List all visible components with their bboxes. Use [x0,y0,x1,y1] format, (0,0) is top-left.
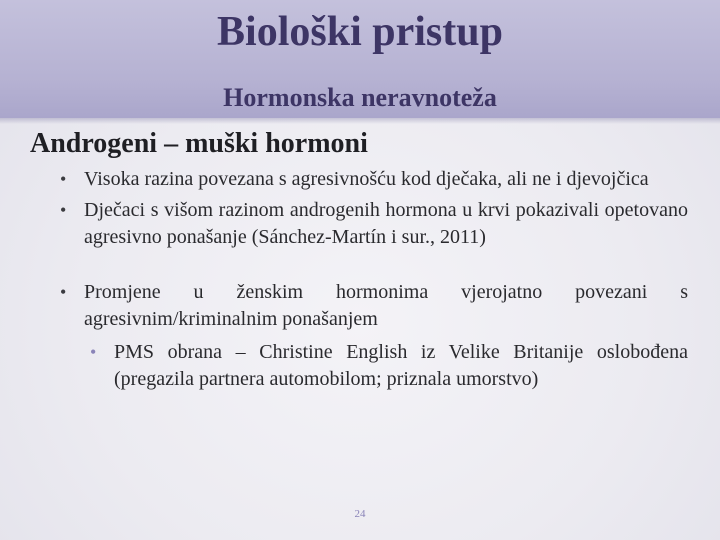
bullet-dot-icon: • [60,282,67,302]
sub-bullet-text: PMS obrana – Christine English iz Velike Britanije oslobođena (pregazila partnera automobilom; priznala umorstvo) [114,341,688,390]
bullet-text: Visoka razina povezana s agresivnošću kod dječaka, ali ne i djevojčica [84,168,649,190]
bullet-text: Promjene u ženskim hormonima vjerojatno povezani s agresivnim/kriminalnim ponašanjem [84,281,688,330]
bullet-dot-icon: • [60,169,67,189]
header-divider [0,118,720,124]
bullet-list [60,166,688,393]
list-item [60,197,688,251]
bullet-dot-icon: • [60,200,67,220]
slide-subtitle: Hormonska neravnoteža [223,83,497,112]
bullet-text: Dječaci s višom razinom androgenih hormona u krvi pokazivali opetovano agresivno ponašanje (Sánchez-Martín i sur., 2011) [84,199,688,248]
slide-title: Biološki pristup [217,9,503,55]
page-number: 24 [354,508,366,520]
sub-list-item [90,339,688,393]
sub-bullet-dot-icon: • [90,342,97,362]
section-heading: Androgeni – muški hormoni [30,128,368,159]
list-item [60,166,688,193]
list-item [60,279,688,333]
